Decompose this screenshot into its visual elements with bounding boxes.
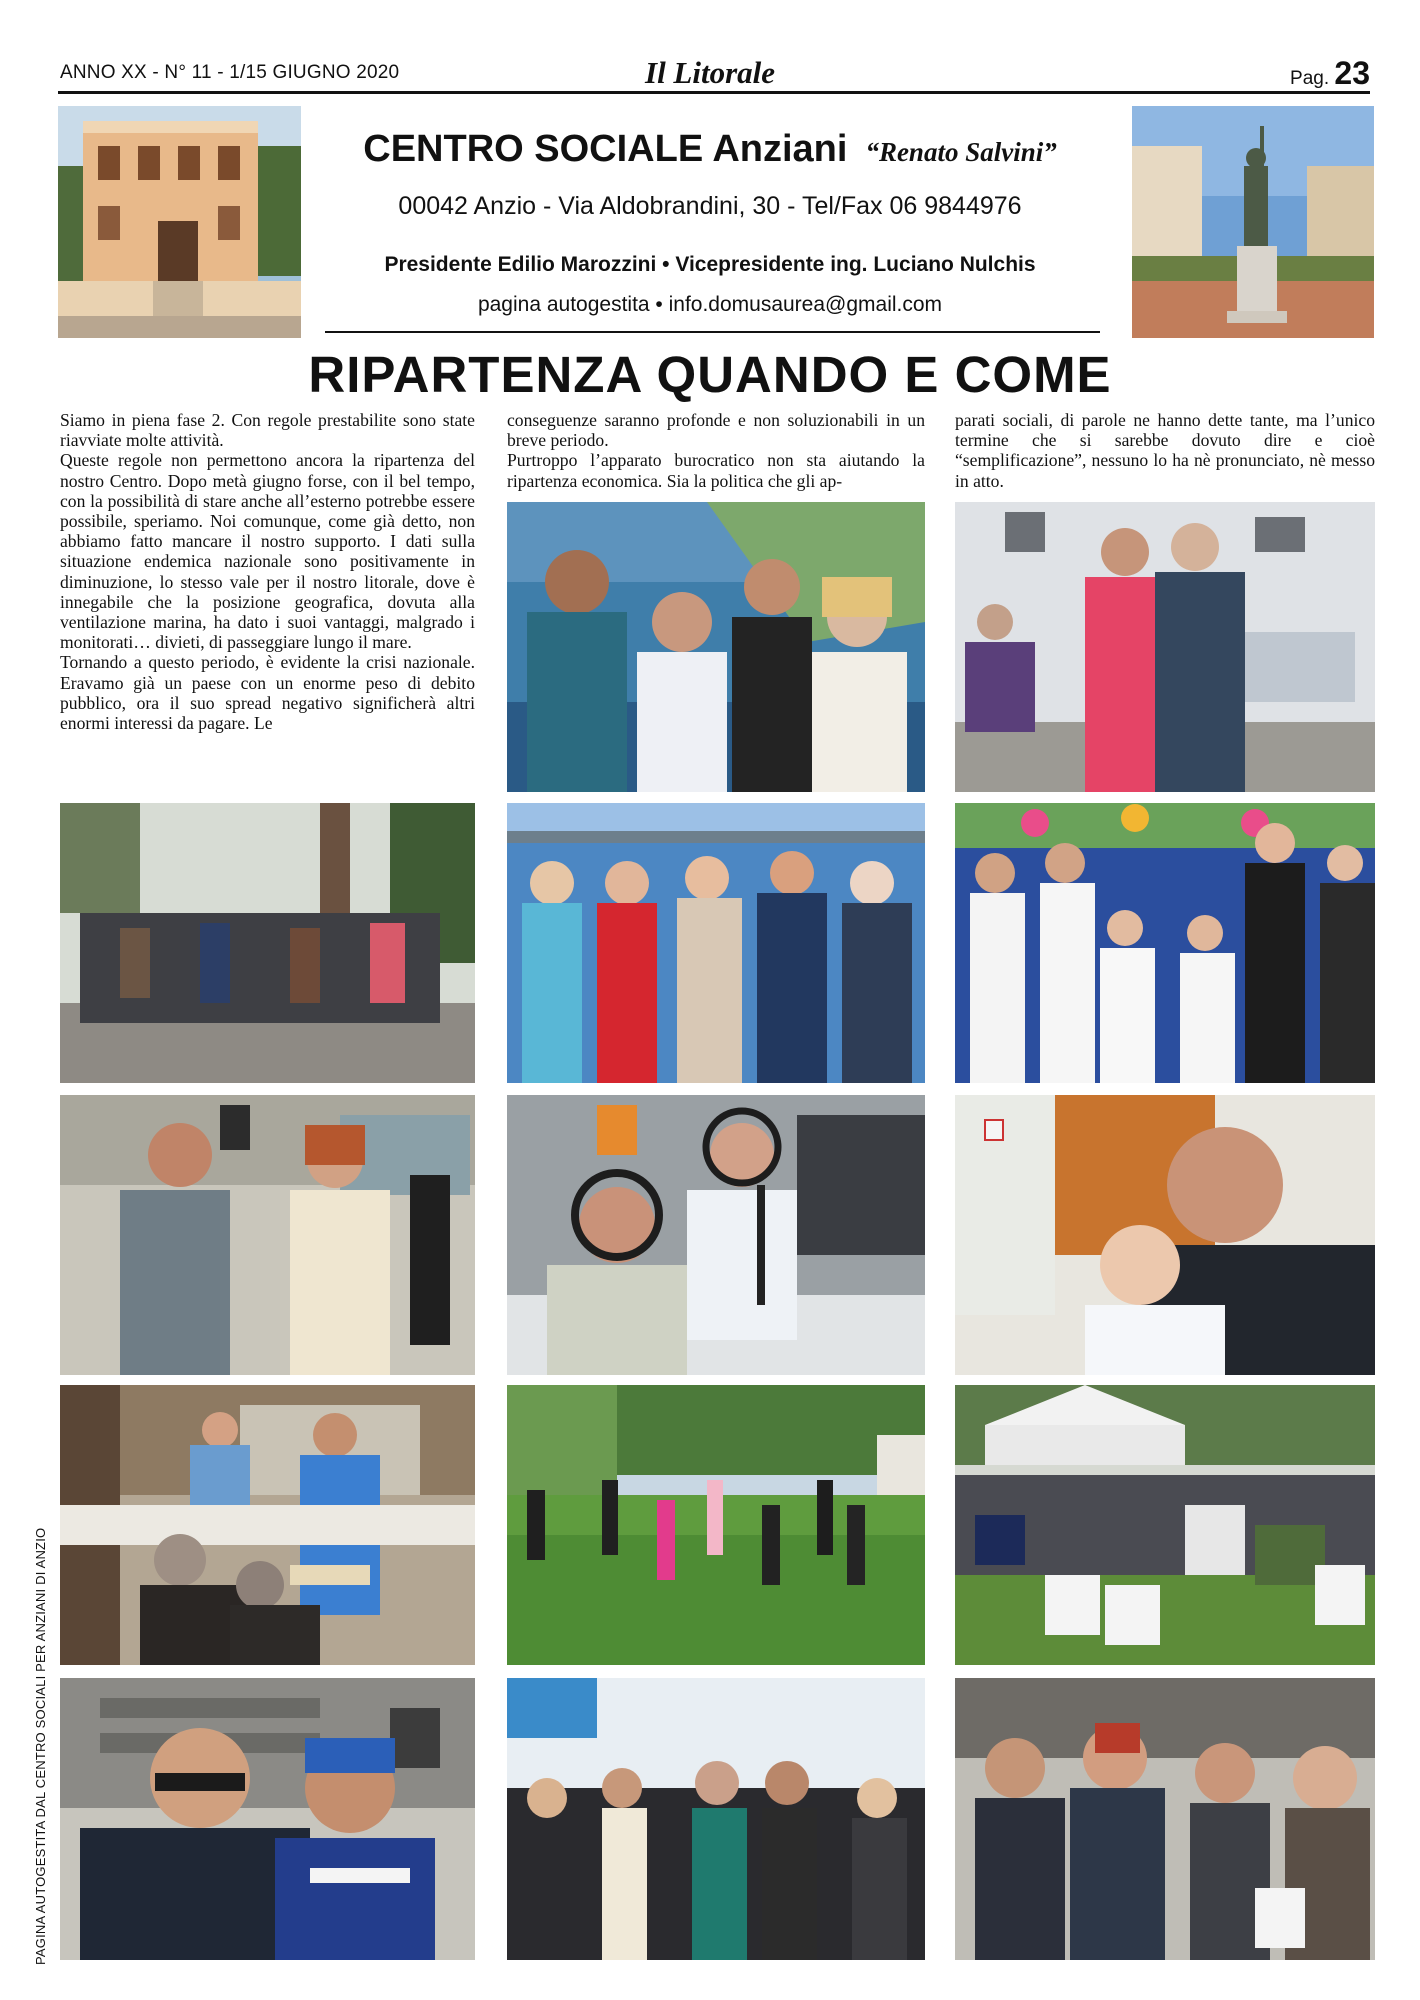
page-label: Pag. (1290, 68, 1330, 89)
page-number-label (1290, 55, 1370, 92)
photo-garden-gathering (955, 1385, 1375, 1665)
photo-lawn-dancing (507, 1385, 925, 1665)
group-photo-icon (955, 803, 1375, 1083)
issue-info: ANNO XX - N° 11 - 1/15 GIUGNO 2020 (60, 62, 400, 83)
radio-photo-icon (507, 1095, 925, 1375)
centre-dedication: “Renato Salvini” (865, 137, 1057, 167)
group-photo-icon (507, 803, 925, 1083)
photo-priest-blessing (507, 1678, 925, 1960)
centre-address: 00042 Anzio - Via Aldobrandini, 30 - Tel/Fax 06 9844976 (398, 192, 1022, 220)
dance-photo-icon (507, 1385, 925, 1665)
article-headline: RIPARTENZA QUANDO E COME (308, 346, 1112, 403)
dance-photo-icon (60, 1095, 475, 1375)
photo-park-walk (60, 803, 475, 1083)
header-rule (58, 91, 1370, 94)
centre-title: CENTRO SOCIALE Anziani (363, 128, 848, 170)
article-paragraph: Purtroppo l’apparato burocratico non sta aiutando la ripartenza economica. Sia la politica che gli ap- (507, 450, 925, 491)
centre-name (0, 128, 1420, 171)
photo-singing-women (955, 1678, 1375, 1960)
article-column-3 (955, 410, 1375, 491)
group-photo-icon (60, 1385, 475, 1665)
group-photo-icon (507, 502, 925, 792)
photo-couple-dancing (60, 1095, 475, 1375)
dance-photo-icon (955, 502, 1375, 792)
photo-serving-cake (60, 1385, 475, 1665)
photo-two-men (60, 1678, 475, 1960)
article-paragraph: Siamo in piena fase 2. Con regole prestabilite sono state riavviate molte attività. (60, 410, 475, 451)
article-paragraph: conseguenze saranno profonde e non soluzionabili in un breve periodo. (507, 410, 925, 451)
group-photo-icon (955, 1678, 1375, 1960)
crowd-photo-icon (60, 803, 475, 1083)
photo-radio-studio (507, 1095, 925, 1375)
masthead-rule (325, 331, 1100, 333)
photo-man-with-baby (955, 1095, 1375, 1375)
portrait-photo-icon (955, 1095, 1375, 1375)
group-photo-icon (507, 1678, 925, 1960)
portrait-photo-icon (60, 1678, 475, 1960)
article-paragraph: Queste regole non permettono ancora la ripartenza del nostro Centro. Dopo metà giugno forse, con il bel tempo, con la possibilità di stare anche all’esterno potrebbe essere possibile, speriamo. Noi comunque, come già detto, non abbiamo fatto mancare il nostro supporto. I dati sulla situazione endemica nazionale sono positivamente in diminuzione, lo stesso vale per il nostro litorale, dove è innegabile che la posizione geografica, dovuta alla ventilazione marina, ha dato i suoi vantaggi, malgrado i monitorati… divieti, di passeggiare lungo il mare. (60, 450, 475, 653)
page-number: 23 (1334, 55, 1370, 91)
photo-club-women (955, 803, 1375, 1083)
article-column-1 (60, 410, 475, 733)
article-paragraph: parati sociali, di parole ne hanno dette tante, ma l’unico termine che si sarebbe dovuto dire e cioè “semplificazione”, nessuno lo ha nè pronunciato, nè messo in atto. (955, 410, 1375, 491)
crowd-photo-icon (955, 1385, 1375, 1665)
photo-seaside-group (507, 502, 925, 792)
photo-lake-women (507, 803, 925, 1083)
photo-dancing-hall (955, 502, 1375, 792)
centre-contact: pagina autogestita • info.domusaurea@gmail.com (477, 293, 943, 316)
sidebar-note: PAGINA AUTOGESTITA DAL CENTRO SOCIALI PER ANZIANI DI ANZIO (33, 1527, 48, 1965)
article-paragraph: Tornando a questo periodo, è evidente la crisi nazionale. Eravamo già un paese con un enorme peso di debito pubblico, ora il suo spread negativo significherà altri enormi interessi da pagare. Le (60, 652, 475, 734)
centre-officers: Presidente Edilio Marozzini • Vicepresidente ing. Luciano Nulchis (384, 253, 1036, 276)
article-column-2 (507, 410, 925, 491)
newspaper-title: Il Litorale (645, 55, 776, 90)
